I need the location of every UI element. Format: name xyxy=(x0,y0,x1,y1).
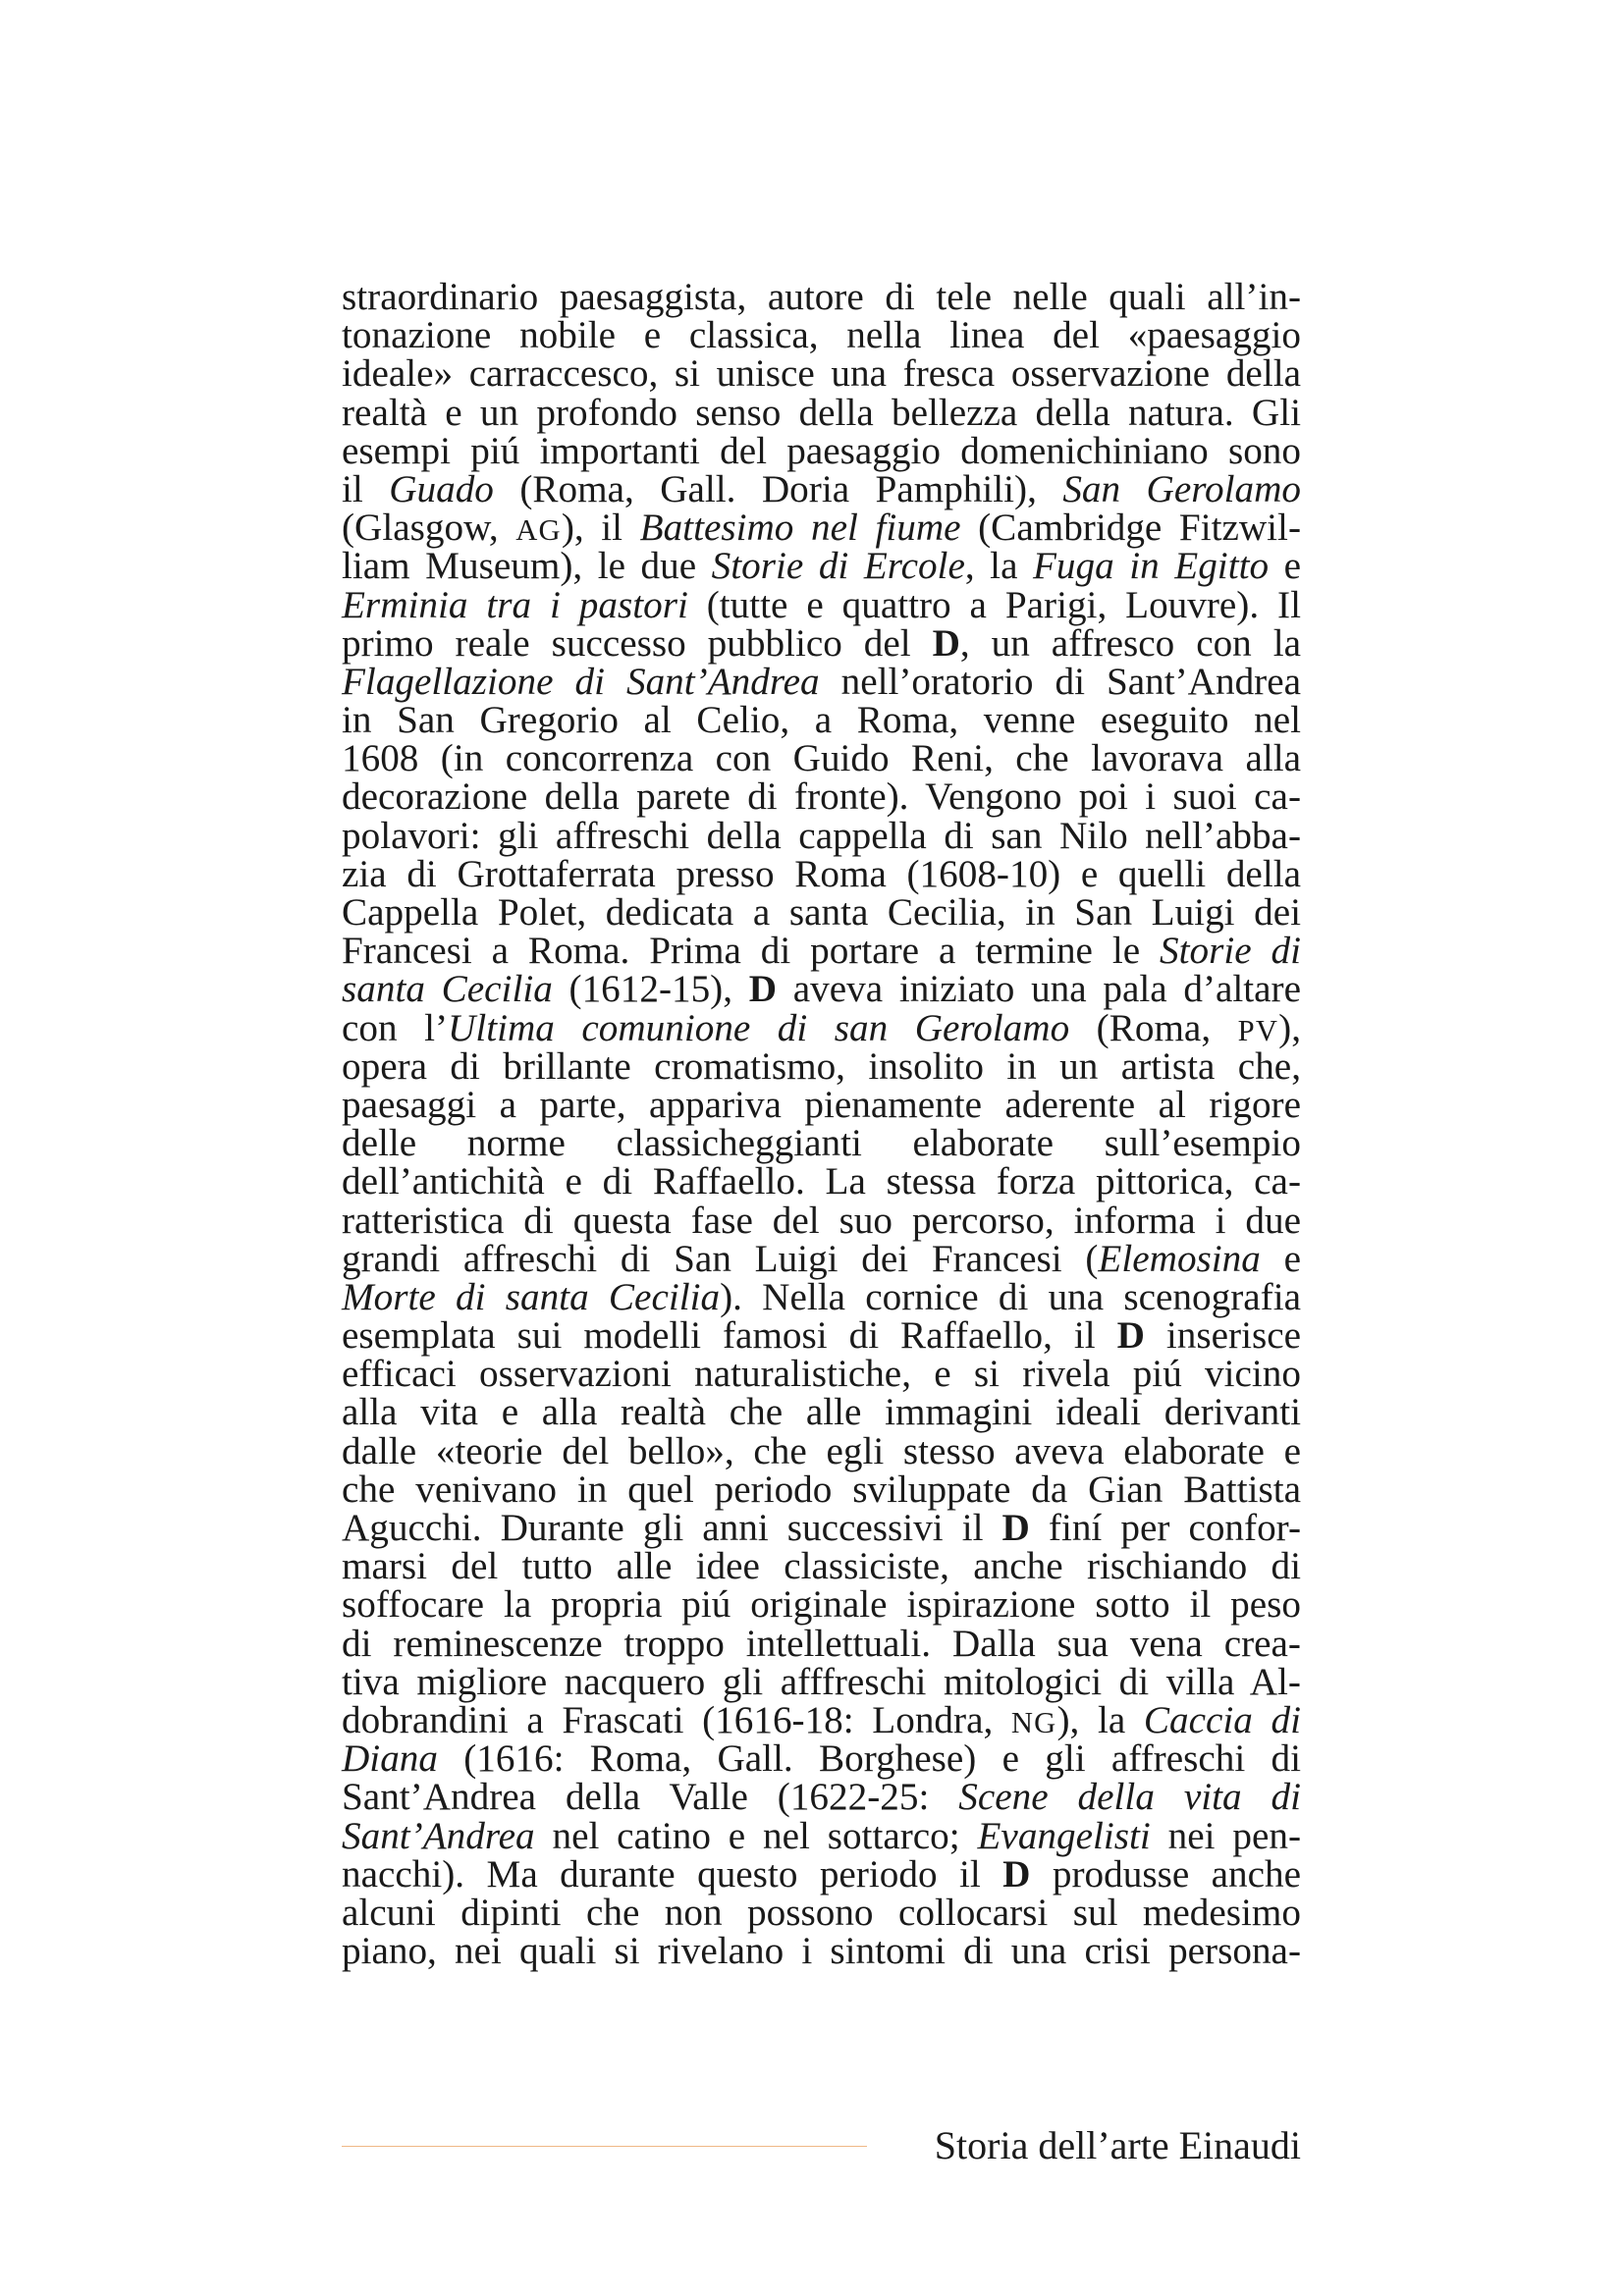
text-line xyxy=(342,1814,1301,1857)
text-run: 1608 (in concorrenza con Guido Reni, che lavorava alla xyxy=(342,737,1301,780)
text-line xyxy=(342,1314,1301,1358)
text-run: marsi del tutto alle idee classiciste, anche rischiando di xyxy=(342,1545,1301,1588)
italic-title: Elemosina xyxy=(1098,1237,1261,1280)
text-run: Sant’Andrea della Valle (1622-25: xyxy=(342,1776,959,1819)
text-line xyxy=(342,352,1301,396)
italic-title: Evangelisti xyxy=(977,1814,1151,1857)
text-line xyxy=(342,1470,1301,1509)
text-line xyxy=(342,1509,1301,1547)
author-abbrev: D xyxy=(1002,1852,1031,1896)
text-run: primo reale successo pubblico del xyxy=(342,621,933,665)
author-abbrev: D xyxy=(1116,1314,1145,1358)
text-run: tonazione nobile e classica, nella linea del «paesaggio xyxy=(342,314,1301,357)
text-line xyxy=(342,699,1301,742)
author-abbrev: D xyxy=(932,621,960,665)
italic-title: Sant’Andrea xyxy=(342,1814,535,1857)
text-line xyxy=(342,314,1301,357)
text-line xyxy=(342,775,1301,819)
text-run: (Roma, Gall. Doria Pamphili), xyxy=(493,467,1063,510)
text-run: aveva iniziato una pala d’altare xyxy=(777,968,1301,1011)
text-run: con l’ xyxy=(342,1006,449,1049)
italic-title: Fuga in Egitto xyxy=(1033,545,1270,588)
text-line xyxy=(342,583,1301,626)
text-line xyxy=(342,545,1301,588)
text-line xyxy=(342,429,1301,472)
text-run: liam Museum), le due xyxy=(342,545,712,588)
italic-title: Erminia tra i pastori xyxy=(342,583,688,626)
text-run: alla vita e alla realtà che alle immagini ideali derivanti xyxy=(342,1391,1301,1434)
collection-abbrev: AG xyxy=(515,513,562,548)
footer-title: Storia dell’arte Einaudi xyxy=(934,2123,1301,2167)
text-run: e xyxy=(1269,545,1301,588)
text-line xyxy=(342,1930,1301,1973)
text-line xyxy=(342,1353,1301,1396)
text-run: finí per confor- xyxy=(1029,1507,1301,1549)
text-run: Cappella Polet, dedicata a santa Cecilia, in San Luigi dei xyxy=(342,891,1301,934)
text-line xyxy=(342,1622,1301,1665)
italic-title: Battesimo nel fiume xyxy=(639,507,961,550)
text-run: decorazione della parete di fronte). Vengono poi i suoi ca- xyxy=(342,775,1301,819)
text-line xyxy=(342,930,1301,973)
text-run: Francesi a Roma. Prima di portare a termine le xyxy=(342,930,1161,973)
italic-title: San Gerolamo xyxy=(1062,467,1301,510)
text-line xyxy=(342,660,1301,703)
italic-title: Caccia di xyxy=(1143,1698,1301,1741)
text-run: tiva migliore nacquero gli afffreschi mitologici di villa Al- xyxy=(342,1660,1301,1703)
italic-title: Scene della vita di xyxy=(958,1776,1302,1819)
italic-title: Ultima comunione di san Gerolamo xyxy=(448,1006,1070,1049)
text-line xyxy=(342,1006,1301,1049)
text-line xyxy=(342,1660,1301,1703)
italic-title: Guado xyxy=(389,467,494,510)
text-line xyxy=(342,1162,1301,1201)
text-line xyxy=(342,893,1301,932)
text-run: (1612-15), xyxy=(552,968,749,1011)
italic-title: santa Cecilia xyxy=(342,968,553,1011)
text-run: nel catino e nel sottarco; xyxy=(534,1814,978,1857)
text-run: ideale» carraccesco, si unisce una fresca osservazione della xyxy=(342,352,1301,396)
text-run: esemplata sui modelli famosi di Raffaello, il xyxy=(342,1314,1117,1358)
text-line xyxy=(342,1237,1301,1280)
text-run: Agucchi. Durante gli anni successivi il xyxy=(342,1507,1002,1549)
text-run: zia di Grottaferrata presso Roma (1608-10) e quelli della xyxy=(342,852,1301,895)
text-line xyxy=(342,1852,1302,1896)
text-run: straordinario paesaggista, autore di tele nelle quali all’in- xyxy=(342,276,1301,318)
text-run: esempi piú importanti del paesaggio domenichiniano sono xyxy=(342,429,1301,472)
text-line xyxy=(342,507,1301,550)
text-run: alcuni dipinti che non possono collocarsi sul medesimo xyxy=(342,1891,1301,1934)
text-line xyxy=(342,814,1301,857)
text-run: , un affresco con la xyxy=(959,621,1302,665)
text-run: ), xyxy=(1278,1006,1301,1049)
text-run: ). Nella cornice di una scenografia xyxy=(720,1275,1301,1318)
text-run: che venivano in quel periodo sviluppate da Gian Battista xyxy=(342,1468,1301,1511)
footer-rule xyxy=(342,2146,867,2147)
collection-abbrev: NG xyxy=(1010,1705,1057,1739)
text-run: (1616: Roma, Gall. Borghese) e gli affreschi di xyxy=(437,1737,1301,1781)
text-line xyxy=(342,1891,1301,1934)
text-run: grandi affreschi di San Luigi dei Francesi ( xyxy=(342,1237,1099,1280)
italic-title: Morte di santa Cecilia xyxy=(342,1275,721,1318)
text-run: dobrandini a Frascati (1616-18: Londra, xyxy=(342,1698,1011,1741)
text-line xyxy=(342,1083,1301,1126)
text-run: (Cambridge Fitzwil- xyxy=(960,507,1301,550)
text-line xyxy=(342,1737,1301,1781)
text-run: delle norme classicheggianti elaborate sull’esempio xyxy=(342,1122,1301,1165)
author-abbrev: D xyxy=(1001,1507,1030,1549)
italic-title: Storie di Ercole xyxy=(711,545,965,588)
text-line xyxy=(342,467,1301,510)
text-line xyxy=(342,1122,1301,1165)
text-run: dalle «teorie del bello», che egli stesso aveva elaborate e xyxy=(342,1429,1301,1472)
text-run: nacchi). Ma durante questo periodo il xyxy=(342,1852,1003,1896)
text-line xyxy=(342,1275,1301,1318)
text-run: il xyxy=(342,467,390,510)
text-run: e xyxy=(1260,1237,1301,1280)
text-run: paesaggi a parte, appariva pienamente aderente al rigore xyxy=(342,1083,1301,1126)
text-run: soffocare la propria piú originale ispirazione sotto il peso xyxy=(342,1583,1301,1627)
text-line xyxy=(342,1583,1301,1627)
text-run: dell’antichità e di Raffaello. La stessa forza pittorica, ca- xyxy=(342,1160,1301,1203)
author-abbrev: D xyxy=(748,968,778,1011)
text-line xyxy=(342,1391,1301,1434)
text-line xyxy=(342,852,1301,895)
text-run: ), il xyxy=(561,507,640,550)
text-run: , la xyxy=(964,545,1033,588)
text-run: ratteristica di questa fase del suo percorso, informa i due xyxy=(342,1199,1301,1242)
text-run: (tutte e quattro a Parigi, Louvre). Il xyxy=(687,583,1301,626)
collection-abbrev: PV xyxy=(1237,1013,1279,1047)
text-run: polavori: gli affreschi della cappella di san Nilo nell’abba- xyxy=(342,814,1301,857)
text-line xyxy=(342,1429,1301,1472)
text-line xyxy=(342,968,1301,1011)
page-footer xyxy=(342,2122,1301,2171)
text-run: piano, nei quali si rivelano i sintomi di una crisi persona- xyxy=(342,1930,1301,1973)
text-run: opera di brillante cromatismo, insolito in un artista che, xyxy=(342,1044,1301,1088)
text-run: in San Gregorio al Celio, a Roma, venne eseguito nel xyxy=(342,699,1301,742)
text-line xyxy=(342,737,1301,780)
text-run: inserisce xyxy=(1144,1314,1301,1358)
text-line xyxy=(342,391,1301,434)
text-line xyxy=(342,1698,1301,1741)
text-line xyxy=(342,1545,1301,1588)
italic-title: Diana xyxy=(342,1737,438,1781)
text-line xyxy=(342,1044,1301,1088)
text-run: efficaci osservazioni naturalistiche, e si rivela piú vicino xyxy=(342,1353,1301,1396)
italic-title: Flagellazione di Sant’Andrea xyxy=(342,660,820,703)
text-run: nell’oratorio di Sant’Andrea xyxy=(819,660,1301,703)
italic-title: Storie di xyxy=(1160,930,1301,973)
text-line xyxy=(342,1201,1301,1240)
text-line xyxy=(342,621,1302,665)
text-run: nei pen- xyxy=(1150,1814,1301,1857)
text-run: (Roma, xyxy=(1069,1006,1238,1049)
body-text xyxy=(342,276,1302,1973)
text-run: produsse anche xyxy=(1030,1852,1302,1896)
text-run: realtà e un profondo senso della bellezza della natura. Gli xyxy=(342,391,1301,434)
text-run: ), la xyxy=(1056,1698,1144,1741)
text-run: di reminescenze troppo intellettuali. Dalla sua vena crea- xyxy=(342,1622,1301,1665)
text-run: (Glasgow, xyxy=(342,507,516,550)
text-line xyxy=(342,278,1301,316)
text-line xyxy=(342,1776,1302,1819)
